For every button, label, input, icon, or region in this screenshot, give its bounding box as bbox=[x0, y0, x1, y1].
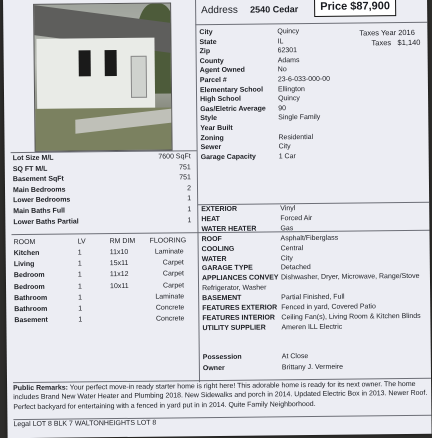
room-level: 1 bbox=[78, 305, 83, 313]
room-table-header: FLOORING bbox=[149, 237, 187, 245]
room-flooring: Carpet bbox=[162, 270, 184, 278]
room-level: 1 bbox=[77, 249, 82, 257]
property-value: 23-6-033-000-00 bbox=[277, 75, 331, 84]
divider bbox=[197, 204, 200, 382]
divider bbox=[195, 22, 427, 25]
property-label: Zoning bbox=[200, 134, 224, 142]
feature-value: Ameren ILL Electric bbox=[281, 323, 343, 332]
feature-label: GARAGE TYPE bbox=[201, 265, 253, 273]
feature-value: Ceiling Fan(s), Living Room & Kitchen Blinds bbox=[281, 312, 421, 322]
public-remarks bbox=[13, 380, 432, 413]
size-value: 1 bbox=[187, 216, 192, 224]
house-photo bbox=[33, 2, 173, 151]
property-label: County bbox=[199, 57, 224, 65]
room-flooring: Carpet bbox=[162, 259, 184, 267]
room-level: 1 bbox=[77, 271, 82, 279]
property-value: 1 Car bbox=[278, 152, 296, 161]
size-value: 7600 SqFt bbox=[158, 153, 191, 161]
feature-label: WATER bbox=[201, 255, 227, 263]
feature-label: EXTERIOR bbox=[201, 205, 238, 214]
room-dimensions: 11x10 bbox=[109, 248, 129, 257]
property-value: 62301 bbox=[277, 47, 298, 55]
feature-label: BASEMENT bbox=[202, 294, 242, 303]
feature-value: Central bbox=[280, 244, 304, 252]
size-label: SQ FT M/L bbox=[12, 165, 48, 173]
property-label: High School bbox=[200, 95, 241, 104]
room-dimensions: 15x11 bbox=[109, 260, 129, 268]
divider bbox=[197, 202, 429, 205]
feature-value: Refrigerator, Washer bbox=[202, 284, 267, 293]
size-value: 751 bbox=[179, 174, 191, 182]
property-value: Ellington bbox=[277, 85, 305, 93]
room-flooring: Concrete bbox=[155, 304, 185, 312]
taxes-value: $1,140 bbox=[397, 37, 421, 48]
property-label: Garage Capacity bbox=[200, 153, 256, 161]
property-value: 90 bbox=[278, 105, 287, 113]
taxes-year: Taxes Year 2016 bbox=[359, 27, 415, 38]
property-label: State bbox=[199, 38, 217, 46]
size-value: 1 bbox=[187, 206, 192, 214]
room-name: Living bbox=[13, 261, 35, 269]
feature-value: Dishwasher, Dryer, Microwave, Range/Stove bbox=[280, 273, 420, 282]
price-box: Price $87,900 bbox=[314, 0, 396, 17]
property-label: Sewer bbox=[200, 144, 222, 152]
property-value: Quincy bbox=[278, 95, 300, 103]
feature-label: FEATURES INTERIOR bbox=[202, 314, 276, 323]
room-name: Basement bbox=[14, 316, 48, 325]
property-value: Residential bbox=[278, 133, 314, 141]
owner-label: Owner bbox=[202, 364, 225, 373]
room-flooring: Laminate bbox=[155, 293, 185, 301]
address-label: Address bbox=[201, 4, 238, 17]
room-name: Bathroom bbox=[14, 305, 48, 314]
taxes-label: Taxes bbox=[371, 38, 392, 48]
feature-value: City bbox=[280, 254, 293, 262]
feature-label: ROOF bbox=[201, 235, 222, 243]
size-label: Basement SqFt bbox=[12, 175, 64, 184]
room-flooring: Concrete bbox=[155, 315, 185, 323]
owner-value: Brittany J. Vermeire bbox=[281, 363, 344, 372]
feature-value: Gas bbox=[280, 224, 294, 233]
feature-value: Partial Finished, Full bbox=[281, 293, 345, 302]
property-value: Adams bbox=[277, 56, 300, 65]
property-label: Parcel # bbox=[199, 76, 227, 85]
feature-label: APPLIANCES CONVEY bbox=[201, 274, 279, 283]
remarks-text: Your perfect move-in ready starter home is right here! This adorable home is ready for its next owner. The home includes Brand New Water Heater and Plumbing 2018. New Sidewalks and porch in 2014. Updated Electric Box in 2013. Newer Roof. Perfect backyard for entertaining with a fenced in yard put in in 2014. Quite Family Neighborhood. bbox=[13, 380, 428, 411]
feature-label: FEATURES EXTERIOR bbox=[202, 304, 278, 313]
property-value: City bbox=[278, 143, 291, 151]
size-value: 2 bbox=[187, 185, 192, 193]
room-flooring: Carpet bbox=[162, 281, 185, 290]
feature-label: HEAT bbox=[201, 215, 220, 224]
room-dimensions: 11x12 bbox=[109, 271, 129, 279]
room-level: 1 bbox=[78, 294, 83, 302]
feature-label: WATER HEATER bbox=[201, 225, 257, 233]
remarks-label: Public Remarks: bbox=[13, 384, 68, 393]
room-flooring: Laminate bbox=[154, 248, 184, 256]
property-label: City bbox=[199, 29, 213, 37]
feature-value: Vinyl bbox=[280, 205, 296, 213]
room-name: Bathroom bbox=[14, 294, 48, 302]
feature-value: Forced Air bbox=[280, 214, 313, 223]
room-table-header: LV bbox=[77, 238, 86, 246]
listing-sheet bbox=[3, 0, 432, 438]
feature-value: Detached bbox=[280, 264, 311, 272]
property-value: IL bbox=[277, 37, 284, 45]
property-label: Gas/Eletric Average bbox=[200, 105, 266, 113]
feature-value: Asphalt/Fiberglass bbox=[280, 234, 339, 243]
room-table-header: ROOM bbox=[13, 238, 36, 247]
size-label: Main Bedrooms bbox=[12, 186, 66, 194]
property-label: Style bbox=[200, 115, 218, 123]
room-level: 1 bbox=[78, 316, 83, 324]
property-value: Quincy bbox=[277, 28, 300, 36]
feature-label: COOLING bbox=[201, 245, 235, 253]
room-name: Bedroom bbox=[13, 272, 45, 280]
room-dimensions: 10x11 bbox=[109, 282, 129, 290]
legal-description: Legal LOT 8 BLK 7 WALTONHEIGHTS LOT 8 bbox=[13, 419, 157, 429]
size-label: Main Baths Full bbox=[13, 207, 66, 216]
property-label: Year Built bbox=[200, 124, 233, 133]
room-name: Kitchen bbox=[13, 249, 40, 258]
property-label: Zip bbox=[199, 48, 211, 56]
size-value: 751 bbox=[179, 163, 191, 171]
property-value: No bbox=[277, 66, 287, 74]
size-label: Lower Baths Partial bbox=[13, 218, 79, 226]
property-label: Elementary School bbox=[199, 86, 264, 94]
room-name: Bedroom bbox=[14, 283, 45, 291]
divider bbox=[13, 415, 431, 420]
possession-value: At Close bbox=[281, 353, 309, 361]
size-label: Lot Size M/L bbox=[12, 154, 54, 163]
room-level: 1 bbox=[77, 260, 82, 268]
room-level: 1 bbox=[77, 283, 82, 291]
feature-label: UTILITY SUPPLIER bbox=[202, 324, 266, 332]
property-label: Agent Owned bbox=[199, 67, 245, 75]
address-value: 2540 Cedar bbox=[250, 4, 299, 15]
size-label: Lower Bedrooms bbox=[13, 196, 71, 205]
divider bbox=[195, 0, 198, 204]
feature-value: Fenced in yard, Covered Patio bbox=[281, 303, 376, 312]
room-table-header: RM DIM bbox=[109, 237, 136, 246]
property-value: Single Family bbox=[278, 114, 321, 122]
possession-label: Possession bbox=[202, 353, 242, 362]
size-value: 1 bbox=[187, 195, 192, 203]
